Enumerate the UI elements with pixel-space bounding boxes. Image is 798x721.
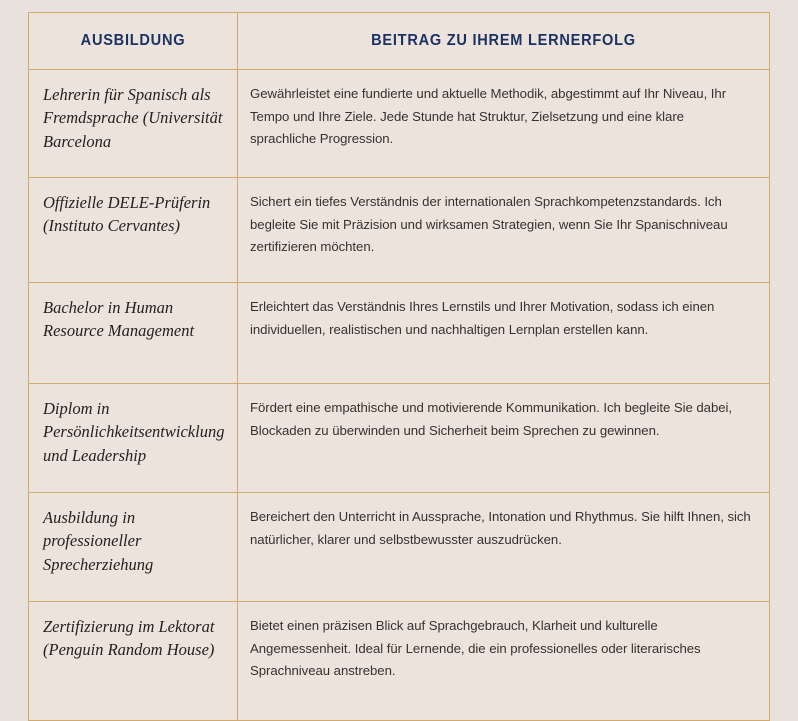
table-row [29,70,770,178]
cell-qualification [29,70,238,178]
qualification-text: Bachelor in Human Resource Management [43,298,195,341]
table-row [29,602,770,721]
benefit-text: Erleichtert das Verständnis Ihres Lernstils und Ihrer Motivation, sodass ich einen individuellen, realistischen und nachhaltigen Lernplan erstellen kann. [250,299,715,337]
cell-qualification [29,178,238,283]
qualification-text: Diplom in Persönlichkeitsentwicklung und Leadership [43,399,225,465]
column-header-beitrag-label: BEITRAG ZU IHREM LERNERFOLG [371,32,636,50]
qualification-text: Offizielle DELE-Prüferin (Instituto Cervantes) [43,193,211,236]
qualification-text: Ausbildung in professioneller Sprecherziehung [43,508,154,574]
credentials-table [28,12,770,721]
table-row [29,178,770,283]
cell-qualification [29,384,238,493]
table-body [29,70,770,721]
benefit-text: Bereichert den Unterricht in Aussprache, Intonation und Rhythmus. Sie hilft Ihnen, sich natürlicher, klarer und selbstbewusster auszudrücken. [250,509,751,547]
cell-qualification [29,283,238,384]
table-row [29,384,770,493]
cell-qualification [29,602,238,721]
qualification-text: Zertifizierung im Lektorat (Penguin Random House) [43,617,215,660]
benefit-text: Bietet einen präzisen Blick auf Sprachgebrauch, Klarheit und kulturelle Angemessenheit. Ideal für Lernende, die ein professionelles oder literarisches Sprachniveau anstreben. [250,618,701,679]
cell-benefit [238,178,770,283]
column-header-ausbildung [29,13,238,70]
column-header-beitrag [238,13,770,70]
cell-benefit [238,70,770,178]
table-row [29,493,770,602]
column-header-ausbildung-label: AUSBILDUNG [80,32,186,50]
cell-benefit [238,493,770,602]
table-header-row [29,13,770,70]
benefit-text: Gewährleistet eine fundierte und aktuelle Methodik, abgestimmt auf Ihr Niveau, Ihr Tempo und Ihre Ziele. Jede Stunde hat Struktur, Zielsetzung und eine klare sprachliche Progression. [250,86,727,147]
cell-qualification [29,493,238,602]
qualification-text: Lehrerin für Spanisch als Fremdsprache (Universität Barcelona [43,85,223,151]
cell-benefit [238,384,770,493]
table-header [29,13,770,70]
credentials-table-container [28,12,770,679]
cell-benefit [238,283,770,384]
table-row [29,283,770,384]
benefit-text: Sichert ein tiefes Verständnis der internationalen Sprachkompetenzstandards. Ich begleite Sie mit Präzision und wirksamen Strategien, wenn Sie Ihr Spanischniveau zertifizieren möchten. [250,194,728,255]
cell-benefit [238,602,770,721]
benefit-text: Fördert eine empathische und motivierende Kommunikation. Ich begleite Sie dabei, Blockaden zu überwinden und Sicherheit beim Sprechen zu gewinnen. [250,400,733,438]
